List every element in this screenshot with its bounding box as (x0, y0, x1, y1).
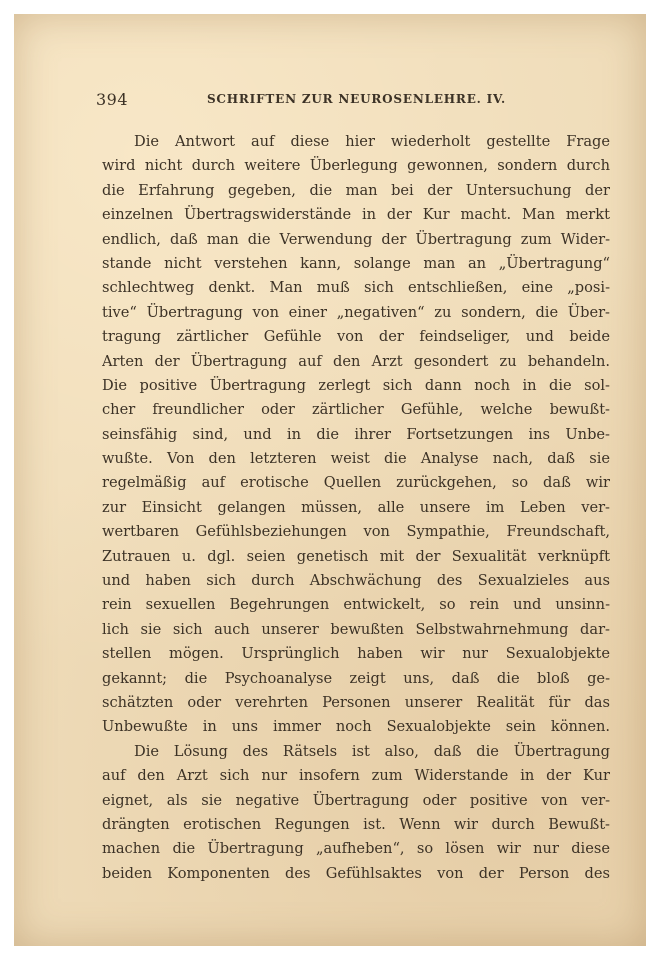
text-line: zur Einsicht gelangen müssen, alle unsere im Leben ver- (102, 498, 610, 516)
text-line: Arten der Übertragung auf den Arzt gesondert zu behandeln. (102, 352, 610, 370)
text-line: stellen mögen. Ursprünglich haben wir nur Sexualobjekte (102, 645, 610, 663)
text-line: regelmäßig auf erotische Quellen zurückgehen, so daß wir (102, 474, 610, 492)
page-header (96, 90, 528, 112)
text-line: die Erfahrung gegeben, die man bei der Untersuchung der (102, 181, 610, 199)
text-line: stande nicht verstehen kann, solange man an „Übertragung“ (102, 254, 610, 272)
text-line: und haben sich durch Abschwächung des Sexualzieles aus (102, 572, 610, 590)
text-line: Die Antwort auf diese hier wiederholt gestellte Frage (134, 133, 610, 150)
text-line: auf den Arzt sich nur insofern zum Widerstande in der Kur (102, 767, 610, 785)
text-line: beiden Komponenten des Gefühlsaktes von der Person des (102, 864, 610, 882)
text-line: eignet, als sie negative Übertragung oder positive von ver- (102, 791, 610, 809)
book-page (14, 14, 646, 946)
text-line: Die positive Übertragung zerlegt sich dann noch in die sol- (102, 376, 610, 394)
text-line: schätzten oder verehrten Personen unserer Realität für das (102, 693, 610, 711)
text-line: endlich, daß man die Verwendung der Übertragung zum Wider- (102, 230, 610, 248)
text-line: Unbewußte in uns immer noch Sexualobjekte sein können. (102, 718, 610, 736)
text-line: wertbaren Gefühlsbeziehungen von Sympathie, Freundschaft, (102, 523, 610, 541)
text-line: wußte. Von den letzteren weist die Analyse nach, daß sie (102, 450, 610, 468)
text-line: drängten erotischen Regungen ist. Wenn wir durch Bewußt- (102, 815, 610, 833)
running-head: SCHRIFTEN ZUR NEUROSENLEHRE. IV. (206, 92, 506, 106)
text-line: Zutrauen u. dgl. seien genetisch mit der Sexualität verknüpft (102, 547, 610, 565)
page-number: 394 (96, 90, 129, 109)
text-line: tragung zärtlicher Gefühle von der feindseliger, und beide (102, 328, 610, 346)
text-line: rein sexuellen Begehrungen entwickelt, so rein und unsinn- (102, 596, 610, 614)
text-line: lich sie sich auch unserer bewußten Selbstwahrnehmung dar- (102, 620, 610, 638)
text-line: Die Lösung des Rätsels ist also, daß die Übertragung (134, 742, 610, 760)
text-line: wird nicht durch weitere Überlegung gewonnen, sondern durch (102, 157, 610, 175)
text-line: seinsfähig sind, und in die ihrer Fortsetzungen ins Unbe- (102, 425, 610, 443)
text-line: schlechtweg denkt. Man muß sich entschließen, eine „posi- (102, 279, 610, 297)
text-line: machen die Übertragung „aufheben“, so lösen wir nur diese (102, 840, 610, 858)
body-text (102, 130, 610, 886)
text-line: einzelnen Übertragswiderstände in der Kur macht. Man merkt (102, 206, 610, 224)
text-line: gekannt; die Psychoanalyse zeigt uns, daß die bloß ge- (102, 669, 610, 687)
text-line: cher freundlicher oder zärtlicher Gefühle, welche bewußt- (102, 401, 610, 419)
text-line: tive“ Übertragung von einer „negativen“ zu sondern, die Über- (102, 303, 610, 321)
